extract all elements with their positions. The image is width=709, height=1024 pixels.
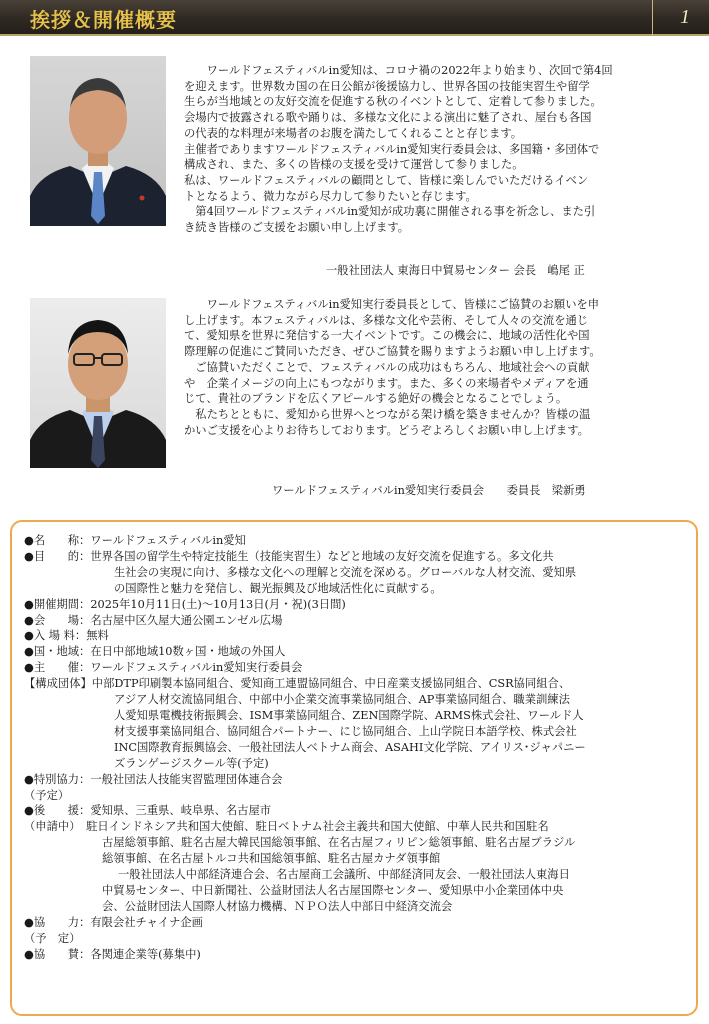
greeting-line: を迎えます。世界数カ国の在日公館が後援協力し、世界各国の技能実習生や留学 [184, 79, 590, 93]
overview-line: 一般社団法人中部経済連合会、名古屋商工会議所、中部経済同友会、一般社団法人東海日 [118, 868, 570, 882]
overview-organizer: ●主 催：ワールドフェスティバルin愛知実行委員会 [24, 661, 303, 675]
overview-line: 総領事館、在名古屋トルコ共和国総領事館、駐名古屋カナダ領事館 [102, 852, 441, 866]
greeting-line: かいご支援を心よりお待ちしております。どうぞよろしくお願い申し上げます。 [184, 423, 589, 437]
page-title: 挨拶＆開催概要 [30, 8, 177, 32]
overview-line: 生社会の実現に向け、多様な文化への理解と交流を深める。グローバルな人材交流、愛知県 [114, 565, 577, 579]
portrait-committee-chair [30, 298, 166, 468]
greeting-line: 私たちとともに、愛知から世界へとつながる架け橋を築きませんか？皆様の温 [184, 407, 591, 421]
greeting-line: 生らが当地域との友好交流を促進する秋のイベントとして、定着して参りました。 [184, 95, 602, 109]
greeting-line: て、愛知県を世界に発信する一大イベントです。この機会に、地域の活性化や国 [184, 329, 590, 343]
greeting-line: の代表的な料理が来場者のお腹を満たしてくれることと存じます。 [184, 126, 523, 140]
greeting-line: 私は、ワールドフェスティバルの顧問として、皆様に楽しんでいただけるイベン [184, 173, 589, 187]
overview-venue: ●会 場：名古屋中区久屋大通公園エンゼル広場 [24, 613, 283, 627]
greeting-line: 会場内で披露される歌や踊りは、多様な文化による演出に魅了され、屋台も各国 [184, 111, 592, 125]
greeting-line: や 企業イメージの向上にもつながります。また、多くの来場者やメディアを通 [184, 376, 589, 390]
greeting-line: し上げます。本フェスティバルは、多様な文化や芸術、そして人々の交流を通じ [184, 313, 589, 327]
overview-admission: ●入 場 料：無料 [24, 629, 109, 643]
greeting-line: トとなるよう、微力ながら尽力して参りたいと存じます。 [184, 189, 477, 203]
greeting-line: じて、貴社のブランドを広くアピールする絶好の機会となることでしょう。 [184, 392, 568, 406]
overview-sponsorship: ●協 賛：各関連企業等(募集中) [24, 947, 201, 961]
overview-countries: ●国・地域：在日中部地域10数ヶ国・地域の外国人 [24, 645, 286, 659]
overview-line: INC国際教育振興協会、一般社団法人ベトナム商会、ASAHI文化学院、アイリス･ジャパニー [114, 740, 586, 754]
overview-line: （予 定） [24, 931, 81, 945]
greeting-line: き続き皆様のご支援をお願い申し上げます。 [184, 221, 410, 235]
greeting-line: 構成され、また、多くの皆様の支援を受けて運営して参りました。 [184, 158, 524, 172]
overview-line: 中貿易センター、中日新聞社、公益財団法人名古屋国際センター、愛知県中小企業団体中央 [102, 883, 564, 897]
event-overview [24, 533, 694, 962]
overview-line: アジア人材交流協同組合、中部中小企業交流事業協同組合、AP事業協同組合、職業訓練法 [114, 693, 570, 707]
signature-chairman: 一般社団法人 東海日中貿易センター 会長 嶋尾 正 [326, 264, 585, 277]
signature-committee-chair: ワールドフェスティバルin愛知実行委員会 委員長 梁新勇 [272, 484, 586, 497]
overview-cooperation: ●協 力：有限会社チャイナ企画 [24, 915, 203, 929]
greeting-line: ワールドフェスティバルin愛知は、コロナ禍の2022年より始まり、次回で第4回 [184, 64, 613, 77]
greeting-committee-chair [184, 297, 698, 438]
overview-line: 会、公益財団法人国際人材協力機構、ＮＰＯ法人中部日中経済交流会 [102, 899, 453, 913]
header-bar [0, 0, 709, 36]
greeting-line: ご協賛いただくことで、フェスティバルの成功はもちろん、地域社会への貢献 [184, 360, 590, 374]
overview-purpose: ●目 的：世界各国の留学生や特定技能生（技能実習生）などと地域の友好交流を促進する。多文化共 [24, 549, 554, 563]
greeting-chairman [184, 63, 698, 236]
overview-line: 人愛知県電機技術振興会、ISM事業協同組合、ZEN国際学院、ARMS株式会社、ワールド人 [114, 708, 584, 722]
overview-line: 古屋総領事館、駐名古屋大韓民国総領事館、在名古屋フィリピン総領事館、駐名古屋ブラジル [102, 836, 576, 850]
greeting-line: 際理解の促進にご賛同いただき、ぜひご協賛を賜りますようお願い申し上げます。 [184, 345, 601, 359]
page-number: 1 [680, 6, 690, 28]
overview-members: 【構成団体】中部DTP印刷製本協同組合、愛知商工連盟協同組合、中日産業支援協同組合、CSR協同組合、 [24, 677, 571, 691]
overview-line: ズランゲージスクール等(予定) [114, 756, 269, 770]
overview-line: （予定） [24, 788, 70, 802]
overview-dates: ●開催期間：2025年10月11日(土)～10月13日(月・祝)(3日間) [24, 597, 346, 611]
portrait-chairman [30, 56, 166, 226]
greeting-line: 第4回ワールドフェスティバルin愛知が成功裏に開催される事を祈念し、また引 [184, 205, 596, 219]
greeting-line: ワールドフェスティバルin愛知実行委員長として、皆様にご協賛のお願いを申 [184, 298, 600, 311]
overview-line: （申請中） 駐日インドネシア共和国大使館、駐日ベトナム社会主義共和国大使館、中華人民共和国駐名 [24, 820, 549, 834]
overview-support: ●後 援：愛知県、三重県、岐阜県、名古屋市 [24, 804, 272, 818]
header-divider [652, 0, 653, 36]
overview-line: の国際性と魅力を発信し、観光振興及び地域活性化に貢献する。 [114, 581, 442, 595]
overview-special-cooperation: ●特別協力：一般社団法人技能実習監理団体連合会 [24, 772, 283, 786]
greeting-line: 主催者でありますワールドフェスティバルin愛知実行委員会は、多国籍・多団体で [184, 142, 600, 156]
overview-line: 材支援事業協同組合、協同組合パートナー、にじ協同組合、上山学院日本語学校、株式会社 [114, 724, 577, 738]
overview-name: ●名 称：ワールドフェスティバルin愛知 [24, 534, 246, 547]
